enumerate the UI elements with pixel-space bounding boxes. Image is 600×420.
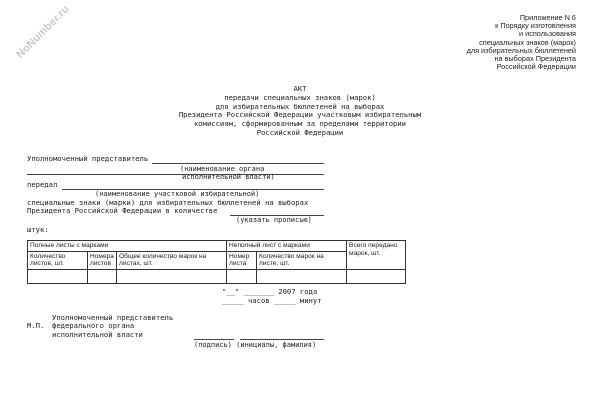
representative-caption-1: (наименование органа [180, 165, 265, 173]
appendix-line: для избирательных бюллетеней [466, 45, 576, 55]
table-cell[interactable] [117, 269, 227, 283]
signature-caption: (подпись) (инициалы, фамилия) [194, 341, 317, 349]
signature-field-line[interactable] [194, 339, 234, 340]
stamp-label: М.П. [27, 321, 45, 330]
col-count-sheets: Количество листов, шт. [28, 251, 88, 269]
representative-field-line-2[interactable] [27, 174, 324, 175]
col-sheet-numbers: Номера листов [88, 251, 117, 269]
title-line: передачи специальных знаков (марок) [224, 92, 376, 102]
header-partial-sheet: Неполный лист с марками [227, 241, 347, 252]
table-cell[interactable] [88, 269, 117, 283]
table-cell[interactable] [227, 269, 257, 283]
col-marks-on-sheet: Количество марок на листе, шт. [257, 251, 347, 269]
representative-label: Уполномоченный представитель [27, 154, 149, 163]
col-sheet-number: Номер листа [227, 251, 257, 269]
header-full-sheets: Полные листы с марками [28, 241, 227, 252]
watermark: NoNumber.ru [14, 3, 72, 61]
commission-caption: (наименование участковой избирательной) [95, 190, 260, 198]
appendix-line: на выборах Президента [494, 54, 576, 64]
header-total: Всего передано марок, шт. [347, 241, 406, 270]
body-line-2: Президента Российской Федерации в количестве [27, 206, 218, 215]
appendix-line: Российской Федерации [496, 62, 576, 72]
appendix-line: к Порядку изготовления [495, 21, 576, 31]
marks-table [27, 240, 406, 284]
name-field-line[interactable] [240, 339, 324, 340]
appendix-line: специальных знаков (марок) [479, 37, 576, 47]
date-line: "__" _______ 2007 года [222, 287, 318, 296]
representative-caption-2: исполнительной власти) [182, 173, 275, 181]
table-cell[interactable] [28, 269, 88, 283]
representative-field-line[interactable] [152, 163, 324, 164]
signature-line-2: федерального органа [52, 321, 135, 330]
appendix-block [376, 14, 576, 71]
title-line: для избирательных бюллетеней на выборах [215, 101, 385, 111]
title-line: АКТ [293, 84, 307, 93]
appendix-line: и использования [519, 29, 576, 39]
time-line: _____ часов _____ минут [222, 296, 322, 305]
body-line-1: специальные знаки (марки) для избирательных бюллетеней на выборах [27, 198, 309, 207]
amount-caption: (указать прописью) [236, 216, 312, 224]
table-cell[interactable] [257, 269, 347, 283]
transferred-label: передал [27, 180, 58, 189]
title-line: комиссиям, сформированным за пределами территории [193, 119, 407, 129]
signature-line-1: Уполномоченный представитель [52, 313, 174, 322]
table-row [28, 269, 406, 283]
table-cell[interactable] [347, 269, 406, 283]
act-title [0, 85, 600, 138]
pieces-label: штук: [27, 225, 49, 234]
col-total-marks: Общее количество марок на листах, шт. [117, 251, 227, 269]
appendix-line: Приложение N 6 [519, 13, 576, 22]
title-line: Президента Российской Федерации участковым избирательным [178, 110, 422, 120]
signature-line-3: исполнительной власти [52, 330, 143, 339]
title-line: Российской Федерации [256, 127, 344, 137]
